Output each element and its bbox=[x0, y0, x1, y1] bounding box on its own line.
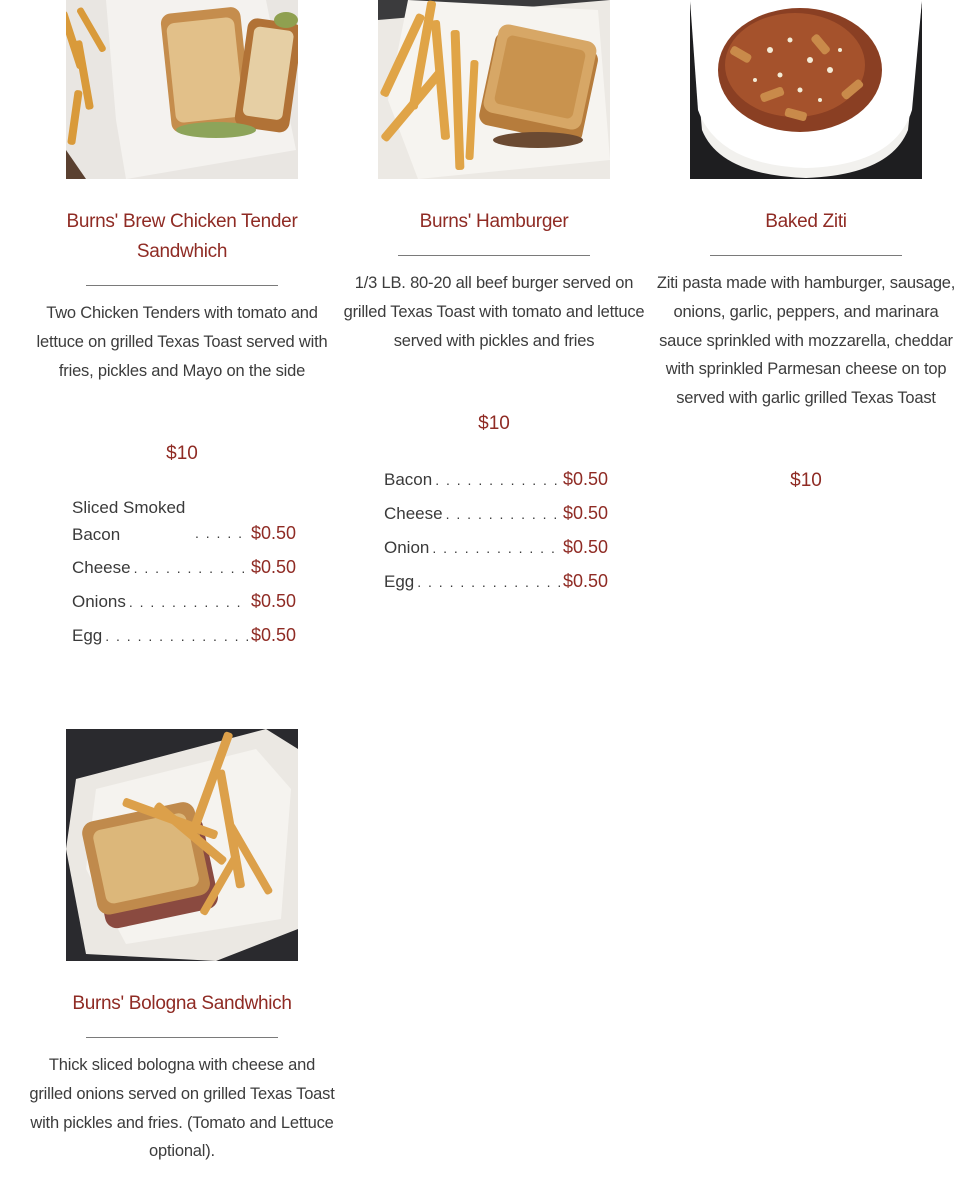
addon-row bbox=[72, 584, 296, 618]
leader-dots bbox=[105, 619, 248, 653]
addon-row bbox=[384, 496, 608, 530]
addon-name: Egg bbox=[384, 572, 415, 591]
divider bbox=[710, 255, 902, 256]
menu-item-title: Baked Ziti bbox=[765, 211, 847, 232]
menu-item-price: $10 bbox=[790, 470, 822, 491]
addon-row bbox=[384, 462, 608, 496]
addon-price: $0.50 bbox=[562, 469, 608, 489]
menu-item-description: Thick sliced bologna with cheese and grilled onions served on grilled Texas Toast with pickles and fries. (Tomato and Lettuce optional). bbox=[29, 1056, 335, 1161]
leader-dots bbox=[129, 585, 248, 619]
addon-name: Sliced Smoked Bacon bbox=[72, 498, 186, 544]
addon-name: Cheese bbox=[72, 558, 131, 577]
addon-row bbox=[384, 564, 608, 598]
menu-item-hamburger bbox=[338, 0, 650, 700]
addon-price: $0.50 bbox=[250, 625, 296, 645]
addon-name: Cheese bbox=[384, 504, 443, 523]
addon-price: $0.50 bbox=[562, 571, 608, 591]
menu-item-description: 1/3 LB. 80-20 all beef burger served on grilled Texas Toast with tomato and lettuce served with pickles and fries bbox=[343, 274, 645, 350]
menu-item-title: Burns' Hamburger bbox=[419, 211, 569, 232]
addon-list bbox=[72, 496, 296, 652]
divider bbox=[398, 255, 590, 256]
menu-item-baked-ziti bbox=[650, 0, 962, 700]
menu-item-description: Ziti pasta made with hamburger, sausage, onions, garlic, peppers, and marinara sauce sprinkled with mozzarella, cheddar with sprinkled Parmesan cheese on top served with garlic grilled Texas Toast bbox=[656, 274, 956, 408]
menu-item-description: Two Chicken Tenders with tomato and lettuce on grilled Texas Toast served with fries, pickles and Mayo on the side bbox=[36, 304, 328, 380]
divider bbox=[86, 285, 278, 286]
addon-price: $0.50 bbox=[250, 591, 296, 611]
menu-item-title: Burns' Brew Chicken Tender Sandwhich bbox=[66, 211, 298, 262]
menu-item-bologna bbox=[26, 729, 338, 1179]
menu-item-chicken-tender bbox=[26, 0, 338, 700]
leader-dots bbox=[435, 463, 560, 497]
addon-name: Bacon bbox=[384, 470, 433, 489]
addon-price: $0.50 bbox=[250, 523, 296, 543]
addon-price: $0.50 bbox=[562, 503, 608, 523]
menu-item-price: $10 bbox=[478, 413, 510, 434]
hamburger-photo bbox=[378, 0, 610, 179]
addon-list bbox=[384, 462, 608, 598]
addon-price: $0.50 bbox=[562, 537, 608, 557]
addon-name: Onion bbox=[384, 538, 430, 557]
baked-ziti-photo bbox=[690, 0, 922, 179]
addon-name: Onions bbox=[72, 592, 126, 611]
leader-dots bbox=[432, 531, 560, 565]
addon-row bbox=[72, 618, 296, 652]
leader-dots bbox=[417, 565, 560, 599]
leader-dots bbox=[134, 551, 248, 585]
addon-row bbox=[72, 496, 296, 550]
addon-row bbox=[384, 530, 608, 564]
leader-dots bbox=[446, 497, 560, 531]
divider bbox=[86, 1037, 278, 1038]
menu-item-title: Burns' Bologna Sandwhich bbox=[72, 993, 292, 1014]
menu-item-price: $10 bbox=[166, 443, 198, 464]
leader-dots bbox=[195, 516, 248, 550]
addon-price: $0.50 bbox=[250, 557, 296, 577]
addon-row bbox=[72, 550, 296, 584]
addon-name: Egg bbox=[72, 626, 103, 645]
bologna-sandwich-photo bbox=[66, 729, 298, 961]
chicken-sandwich-photo bbox=[66, 0, 298, 179]
